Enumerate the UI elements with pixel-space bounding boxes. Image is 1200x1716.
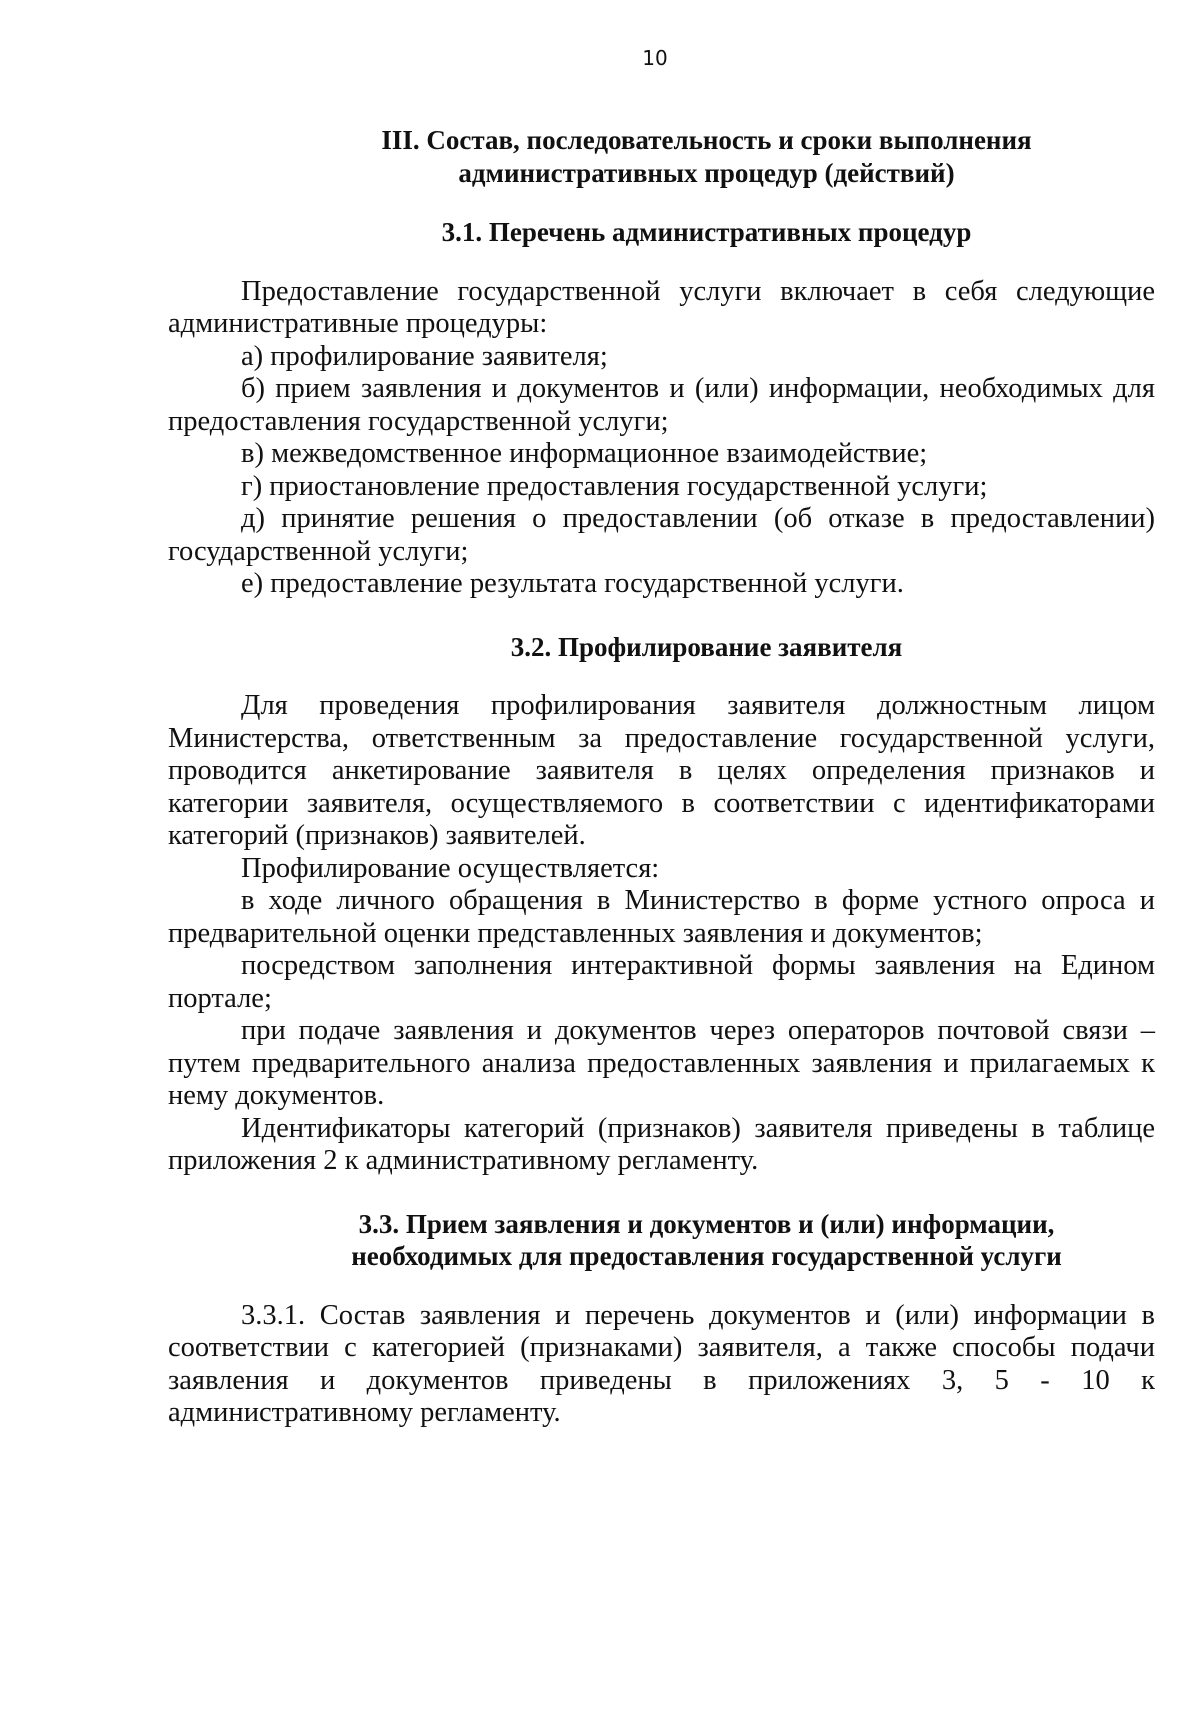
profiling-paragraph-6: Идентификаторы категорий (признаков) заявителя приведены в таблице приложения 2 к административному регламенту. (168, 1112, 1155, 1176)
page-content (168, 124, 1155, 1430)
subsection-3-3-heading-line-2: необходимых для предоставления государственной услуги (351, 1241, 1062, 1271)
subsection-3-1-heading: 3.1. Перечень административных процедур (441, 217, 972, 247)
subsection-3-3-heading-line-1: 3.3. Прием заявления и документов и (или) информации, (358, 1208, 1055, 1239)
profiling-paragraph-4: посредством заполнения интерактивной формы заявления на Едином портале; (168, 950, 1155, 1014)
section-title-line-1: III. Состав, последовательность и сроки выполнения (381, 125, 1032, 155)
section-title (168, 124, 1155, 189)
profiling-paragraph-3: в ходе личного обращения в Министерство в форме устного опроса и предварительной оценки представленных заявления и документов; (168, 885, 1155, 949)
procedure-item-d: д) принятие решения о предоставлении (об отказе в предоставлении) государственной услуги; (168, 503, 1155, 567)
subsection-3-2-heading: 3.2. Профилирование заявителя (510, 631, 903, 662)
profiling-paragraph-5: при подаче заявления и документов через операторов почтовой связи – путем предварительного анализа предоставленных заявления и прилагаемых к нему документов. (168, 1015, 1155, 1111)
procedure-item-a: а) профилирование заявителя; (241, 340, 608, 372)
section-title-line-2: административных процедур (действий) (458, 157, 955, 188)
subsection-3-3-heading (168, 1208, 1155, 1273)
subsection-3-1-intro: Предоставление государственной услуги включает в себя следующие административные процедуры: (168, 275, 1155, 339)
page-number: 10 (642, 46, 668, 70)
procedure-item-b: б) прием заявления и документов и (или) информации, необходимых для предоставления государственной услуги; (168, 373, 1155, 437)
procedure-item-e: е) предоставление результата государственной услуги. (241, 568, 904, 599)
profiling-paragraph-2: Профилирование осуществляется: (241, 852, 660, 884)
procedure-item-g: г) приостановление предоставления государственной услуги; (241, 470, 988, 502)
subsection-3-3-1-paragraph: 3.3.1. Состав заявления и перечень документов и (или) информации в соответствии с категорией (признаками) заявителя, а также способы подачи заявления и документов приведены в приложениях 3, 5 - 10 к административному регламенту. (168, 1299, 1155, 1428)
procedure-item-v: в) межведомственное информационное взаимодействие; (241, 438, 928, 469)
profiling-paragraph-1: Для проведения профилирования заявителя должностным лицом Министерства, ответственным за предоставление государственной услуги, проводится анкетирование заявителя в целях определения признаков и категории заявителя, осуществляемого в соответствии с идентификаторами категорий (признаков) заявителей. (168, 690, 1155, 851)
